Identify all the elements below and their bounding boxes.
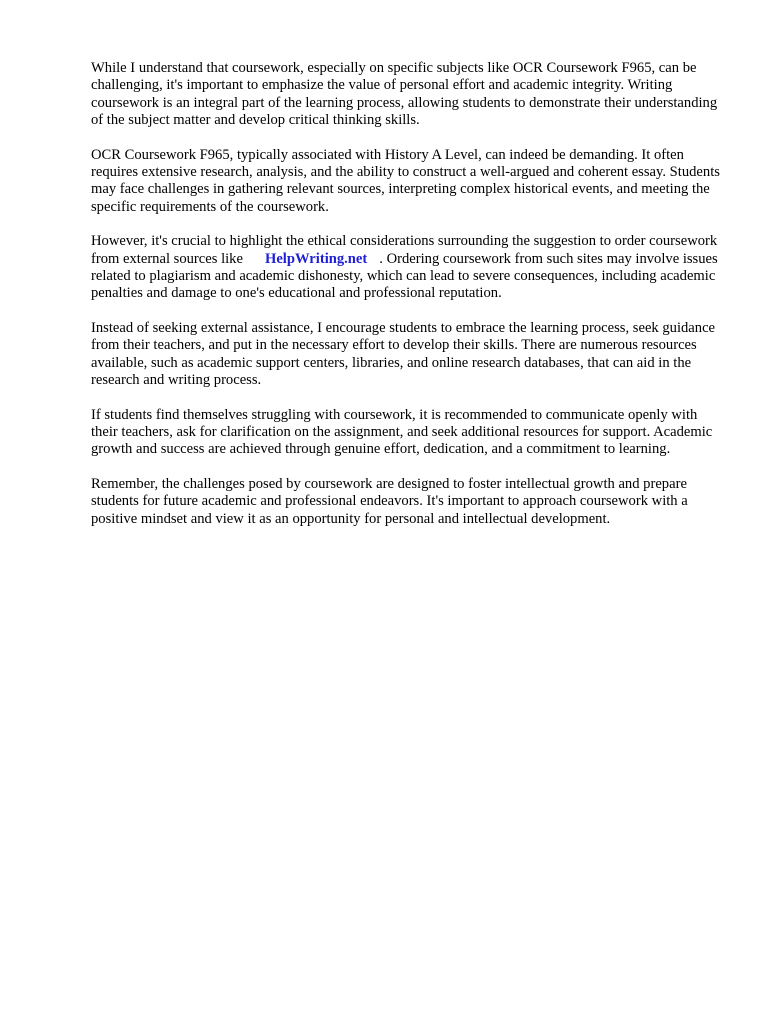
paragraph-f965-description: OCR Coursework F965, typically associated with History A Level, can indeed be demanding. It often requires extensive research, analysis, and the ability to construct a well-argued and coherent essay. Students may face challenges in gathering relevant sources, interpreting complex historical events, and meeting the specific requirements of the coursework. <box>91 146 720 215</box>
paragraph-ethics <box>91 233 723 303</box>
paragraph-intro: While I understand that coursework, especially on specific subjects like OCR Coursework F965, can be challenging, it's important to emphasize the value of personal effort and academic integrity. Writing coursework is an integral part of the learning process, allowing students to demonstrate their understanding of the subject matter and develop critical thinking skills. <box>91 60 718 129</box>
paragraph-struggling: If students find themselves struggling with coursework, it is recommended to communicate openly with their teachers, ask for clarification on the assignment, and seek additional resources for support. Academic growth and success are achieved through genuine effort, dedication, and a commitment to learning. <box>91 406 713 458</box>
helpwriting-link[interactable]: HelpWriting.net <box>264 250 368 267</box>
paragraph-learning-process: Instead of seeking external assistance, I encourage students to embrace the learning process, seek guidance from their teachers, and put in the necessary effort to develop their skills. There are numerous resources available, such as academic support centers, libraries, and online research databases, that can aid in the research and writing process. <box>91 319 716 389</box>
paragraph-conclusion: Remember, the challenges posed by coursework are designed to foster intellectual growth and prepare students for future academic and professional endeavors. It's important to approach coursework with a positive mindset and view it as an opportunity for personal and intellectual development. <box>91 475 688 527</box>
ethics-text-before-link: However, it's crucial to highlight the ethical considerations surrounding the suggestion to order coursework from external sources like <box>91 233 718 267</box>
document-body <box>91 60 723 545</box>
ethics-text-after-link: . Ordering coursework from such sites may involve issues related to plagiarism and academic dishonesty, which can lead to severe consequences, including academic penalties and damage to one's educational and professional reputation. <box>91 250 718 302</box>
